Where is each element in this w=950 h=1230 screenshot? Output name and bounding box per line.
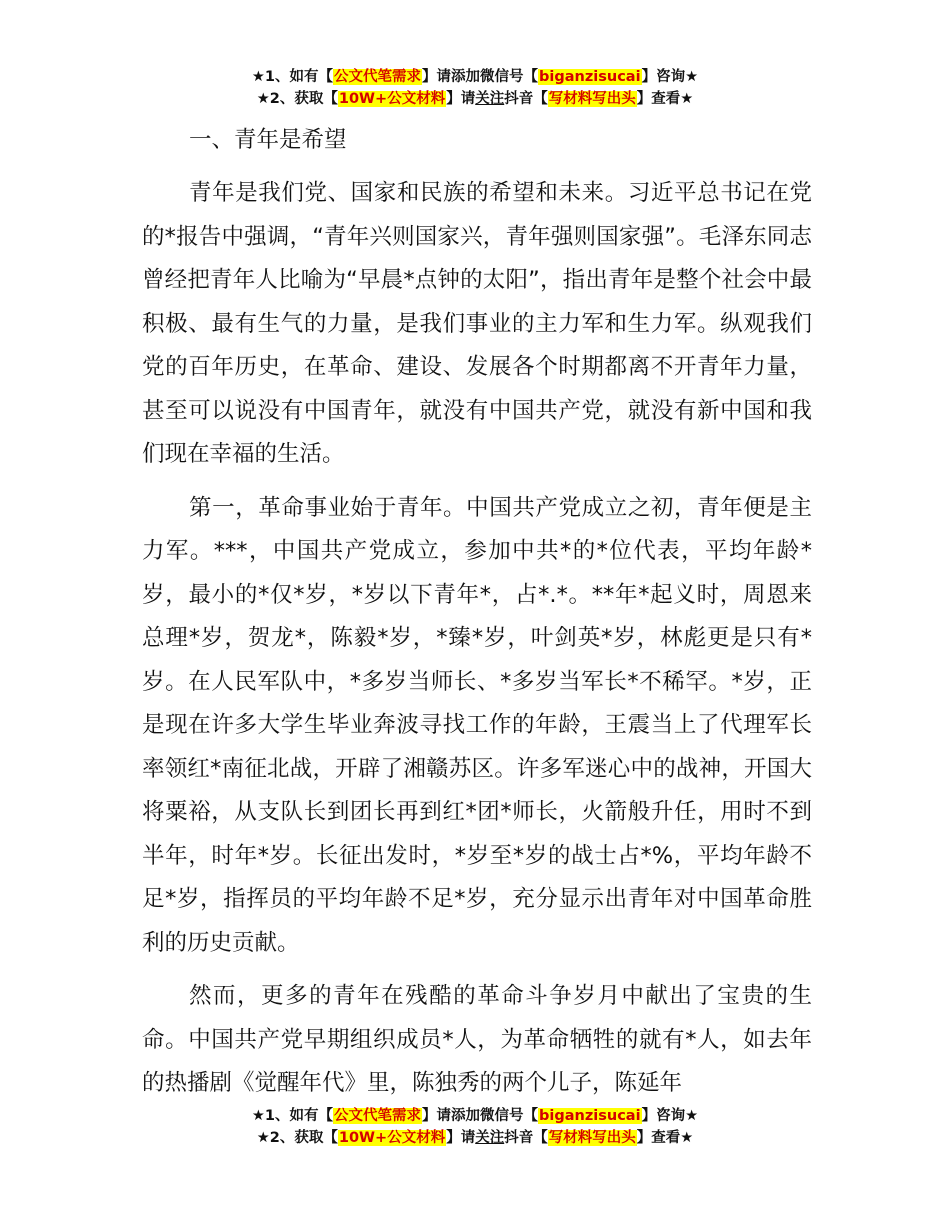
paragraph-1: 青年是我们党、国家和民族的希望和未来。习近平总书记在党的*报告中强调，“青年兴则国家兴，青年强则国家强”。毛泽东同志曾经把青年人比喻为“早晨*点钟的太阳”，指出青年是整个社会中最积极、最有生气的力量，是我们事业的主力军和生力军。纵观我们党的百年历史，在革命、建设、发展各个时期都离不开青年力量，甚至可以说没有中国青年，就没有中国共产党，就没有新中国和我们现在幸福的生活。 — [142, 180, 812, 467]
footer-follow-underlined-text: 关注 — [475, 1130, 505, 1146]
footer-ghostwriting-service-highlight: 公文代笔需求 — [334, 1108, 422, 1124]
header-line-1-prefix: ★1、如有【 — [251, 69, 334, 85]
footer-banner — [0, 1105, 950, 1149]
header-line-1-bold-word: 添加 — [451, 69, 481, 85]
paragraph-2: 第一，革命事业始于青年。中国共产党成立之初，青年便是主力军。***，中国共产党成立，参加中共*的*位代表，平均年龄*岁，最小的*仅*岁，*岁以下青年*，占*.*。**年*起义时，周恩来总理*岁，贺龙*，陈毅*岁，*臻*岁，叶剑英*岁，林彪更是只有*岁。在人民军队中，*多岁当师长、*多岁当军长*不稀罕。*岁，正是现在许多大学生毕业奔波寻找工作的年龄，王震当上了代理军长率领红*南征北战，开辟了湘赣苏区。许多军迷心中的战神，开国大将粟裕，从支队长到团长再到红*团*师长，火箭般升任，用时不到半年，时年*岁。长征出发时，*岁至*岁的战士占*%，平均年龄不足*岁，指挥员的平均年龄不足*岁，充分显示出青年对中国革命胜利的历史贡献。 — [142, 494, 812, 956]
footer-line-2-suffix: 】查看★ — [636, 1130, 694, 1146]
footer-line-2-mid1: 】请 — [446, 1130, 476, 1146]
header-line-2-prefix: ★2、获取【 — [256, 91, 338, 107]
ghostwriting-service-highlight: 公文代笔需求 — [334, 69, 422, 85]
footer-line-1-mid1: 】请 — [422, 1108, 452, 1124]
paragraph-3: 然而，更多的青年在残酷的革命斗争岁月中献出了宝贵的生命。中国共产党早期组织成员*人，为革命牺牲的就有*人，如去年的热播剧《觉醒年代》里，陈独秀的两个儿子，陈延年 — [142, 983, 812, 1096]
header-line-1 — [0, 66, 950, 88]
header-line-2-mid1: 】请 — [446, 91, 476, 107]
footer-line-1-bold-word: 添加 — [451, 1108, 481, 1124]
footer-materials-highlight: 10W+公文材料 — [338, 1130, 446, 1146]
follow-underlined-text: 关注 — [475, 91, 505, 107]
header-line-2 — [0, 88, 950, 110]
douyin-account-highlight: 写材料写出头 — [548, 91, 636, 107]
footer-line-1-prefix: ★1、如有【 — [251, 1108, 334, 1124]
wechat-id-highlight: biganzisucai — [539, 69, 641, 85]
header-line-2-mid2: 抖音【 — [504, 91, 548, 107]
footer-line-1-suffix: 】咨询★ — [641, 1108, 699, 1124]
header-banner — [0, 66, 950, 110]
footer-line-2-prefix: ★2、获取【 — [256, 1130, 338, 1146]
header-line-2-suffix: 】查看★ — [636, 91, 694, 107]
document-body — [142, 120, 812, 1116]
footer-line-1-mid2: 微信号【 — [480, 1108, 539, 1124]
header-line-1-mid1: 】请 — [422, 69, 452, 85]
materials-highlight: 10W+公文材料 — [338, 91, 446, 107]
footer-line-1 — [0, 1105, 950, 1127]
header-line-1-mid2: 微信号【 — [480, 69, 539, 85]
footer-line-2-mid2: 抖音【 — [504, 1130, 548, 1146]
header-line-1-suffix: 】咨询★ — [641, 69, 699, 85]
footer-douyin-account-highlight: 写材料写出头 — [548, 1130, 636, 1146]
footer-line-2 — [0, 1127, 950, 1149]
section-heading: 一、青年是希望 — [189, 127, 347, 153]
footer-wechat-id-highlight: biganzisucai — [539, 1108, 641, 1124]
